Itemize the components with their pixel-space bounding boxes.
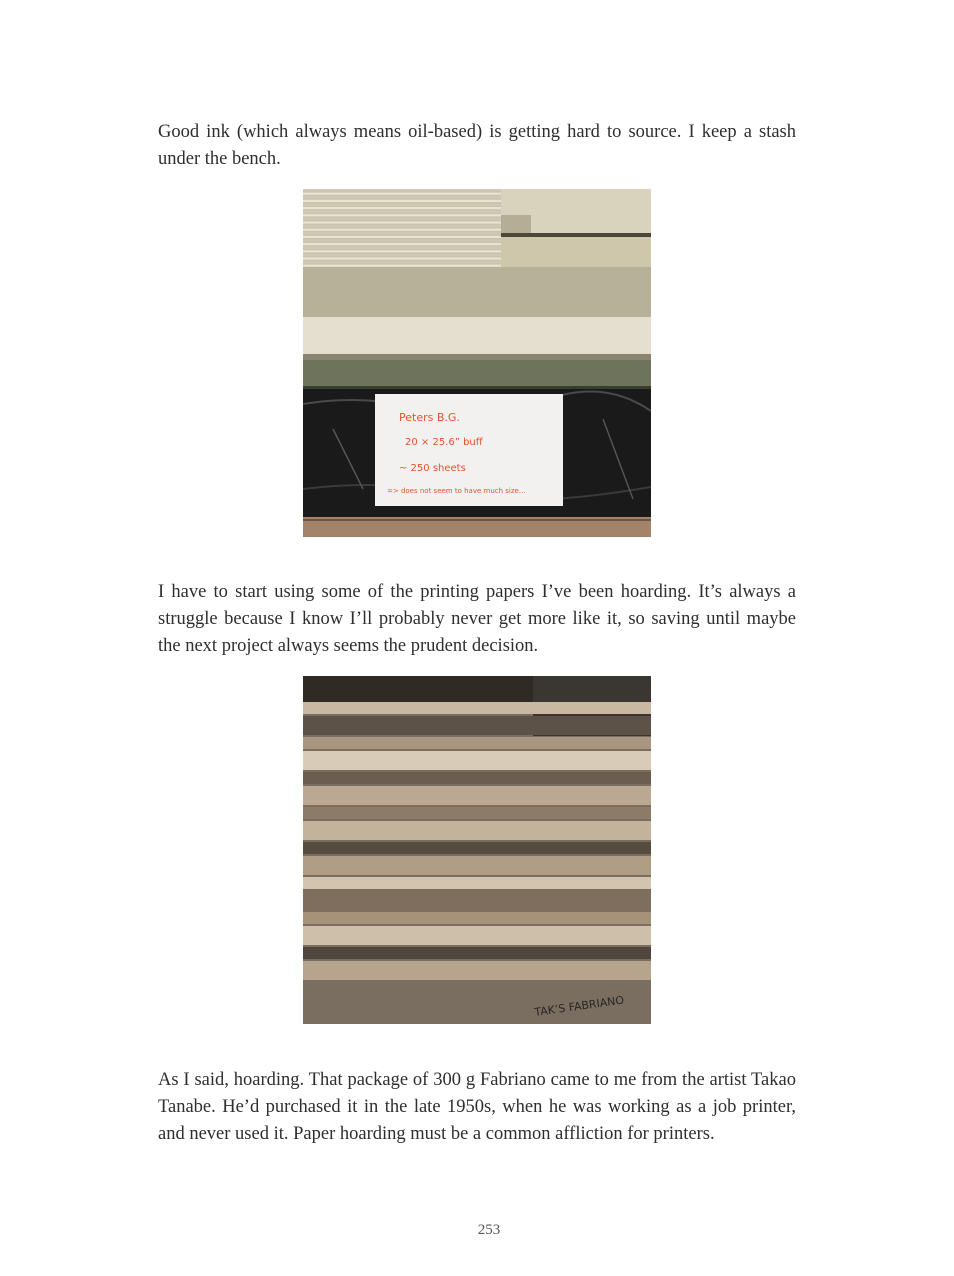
label-line-3: ~ 250 sheets xyxy=(399,463,466,474)
paper-sheet xyxy=(303,257,501,259)
paper-sheet xyxy=(303,239,501,241)
paper-layer xyxy=(303,807,651,819)
paper-layer xyxy=(303,961,651,980)
paragraph-ink: Good ink (which always means oil-based) is getting hard to source. I keep a stash under the bench. xyxy=(158,122,796,169)
paper-layer xyxy=(303,751,651,770)
paper-layer xyxy=(303,912,651,924)
paper-sheet xyxy=(303,265,501,267)
paper-layer xyxy=(303,772,651,784)
paper-sheet xyxy=(303,254,501,256)
paper-layer xyxy=(303,716,651,735)
paper-sheet xyxy=(303,250,501,252)
paper-layer xyxy=(303,891,651,910)
paper-sheet xyxy=(303,211,501,213)
paper-sheet xyxy=(303,229,501,231)
paper-sheet xyxy=(303,218,501,220)
paper-sheet xyxy=(303,193,501,195)
paper-sheet xyxy=(303,196,501,198)
paper-layer xyxy=(303,926,651,945)
paragraph-printing-papers: I have to start using some of the printing papers I’ve been hoarding. It’s always a struggle because I know I’ll probably never get more like it, so saving until maybe the next project always seems the prudent decision. xyxy=(158,582,796,656)
paper-sheet xyxy=(303,261,501,263)
label-line-1: Peters B.G. xyxy=(399,411,460,424)
paper-sheet xyxy=(303,189,501,191)
paper-sheet xyxy=(303,214,501,216)
paper-sheet xyxy=(303,225,501,227)
paper-layer xyxy=(303,877,651,889)
paper-sheet xyxy=(303,203,501,205)
label-line-2: 20 × 25.6” buff xyxy=(405,437,483,448)
page-number: 253 xyxy=(477,1222,501,1238)
handwritten-label: TAK’S FABRIANO xyxy=(533,993,625,1019)
paper-layer xyxy=(303,947,651,959)
paper-sheet xyxy=(303,207,501,209)
paper-layer xyxy=(303,786,651,805)
paper-layer xyxy=(303,856,651,875)
paper-sheet xyxy=(303,243,501,245)
paper-sheet xyxy=(303,221,501,223)
paper-layer xyxy=(303,821,651,840)
photo-paper-stack-peters xyxy=(303,189,651,537)
paper-sheet xyxy=(303,247,501,249)
photo-paper-stack-fabriano xyxy=(303,676,651,1024)
paper-sheet xyxy=(303,232,501,234)
label-line-4: => does not seem to have much size… xyxy=(387,487,526,495)
paper-sheet xyxy=(303,200,501,202)
paper-layer xyxy=(303,702,651,714)
paper-layer xyxy=(303,737,651,749)
paragraph-hoarding: As I said, hoarding. That package of 300 g Fabriano came to me from the artist Takao Tanabe. He’d purchased it in the late 1950s, when he was working as a job printer, and never used it. Paper hoarding must be a common affliction for printers. xyxy=(158,1070,796,1144)
paper-layer xyxy=(303,842,651,854)
paper-sheet xyxy=(303,236,501,238)
